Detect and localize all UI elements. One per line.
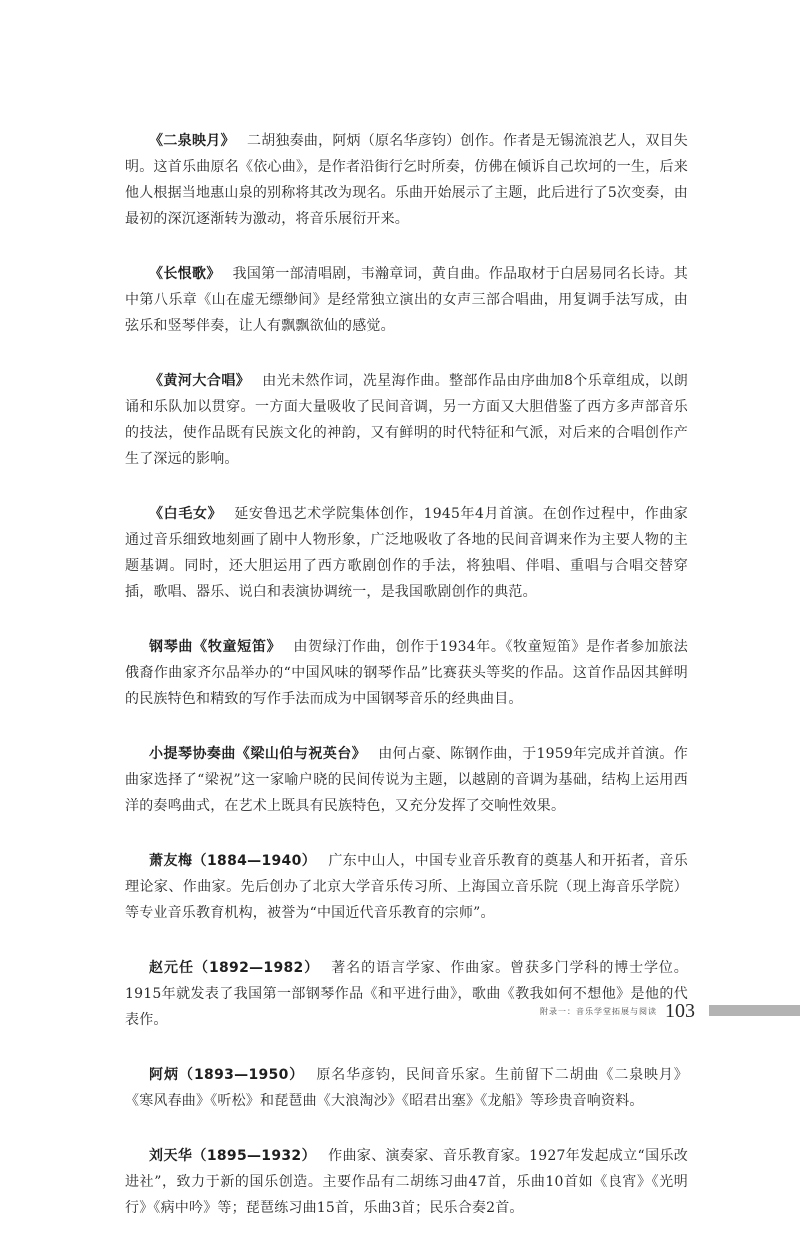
section-label: 附录一：音乐学堂拓展与阅读 <box>540 1007 657 1016</box>
entry-body: 延安鲁迅艺术学院集体创作，1945年4月首演。在创作过程中，作曲家通过音乐细致地刻画了剧中人物形象，广泛地吸收了各地的民间音调来作为主要人物的主题基调。同时，还大胆运用了西方歌剧创作的手法，将独唱、伴唱、重唱与合唱交替穿插，歌唱、器乐、说白和表演协调统一，是我国歌剧创作的典范。 <box>125 506 689 600</box>
entry-mutong-duandi <box>125 634 688 712</box>
footer-bar <box>709 1005 800 1016</box>
entry-title: 赵元任（1892—1982） <box>149 960 320 976</box>
entry-body: 我国第一部清唱剧，韦瀚章词，黄自曲。作品取材于白居易同名长诗。其中第八乐章《山在虚无缥缈间》是经常独立演出的女声三部合唱曲，用复调手法写成，由弦乐和竖琴伴奏，让人有飘飘欲仙的感觉。 <box>125 266 688 334</box>
entry-title: 钢琴曲《牧童短笛》 <box>149 639 282 655</box>
entry-abing <box>125 1062 688 1114</box>
page-number: 103 <box>665 1000 695 1022</box>
entry-title: 《白毛女》 <box>149 506 223 522</box>
page-footer <box>540 999 800 1021</box>
entry-changhenge <box>125 261 688 339</box>
entry-title: 小提琴协奏曲《梁山伯与祝英台》 <box>149 746 367 762</box>
entry-list <box>125 128 688 1250</box>
entry-body: 广东中山人，中国专业音乐教育的奠基人和开拓者，音乐理论家、作曲家。先后创办了北京大学音乐传习所、上海国立音乐院（现上海音乐学院）等专业音乐教育机构，被誉为“中国近代音乐教育的宗师”。 <box>125 853 688 921</box>
entry-body: 原名华彦钧，民间音乐家。生前留下二胡曲《二泉映月》《寒风春曲》《听松》和琵琶曲《大浪淘沙》《昭君出塞》《龙船》等珍贵音响资料。 <box>125 1067 688 1109</box>
entry-body: 由何占豪、陈钢作曲，于1959年完成并首演。作曲家选择了“梁祝”这一家喻户晓的民间传说为主题，以越剧的音调为基础，结构上运用西洋的奏鸣曲式，在艺术上既具有民族特色，又充分发挥了交响性效果。 <box>125 746 688 814</box>
entry-liu-tianhua <box>125 1143 688 1221</box>
entry-title: 阿炳（1893—1950） <box>149 1067 305 1083</box>
entry-baimaonu <box>125 501 688 605</box>
entry-zhao-yuanren <box>125 955 688 1033</box>
entry-title: 《二泉映月》 <box>149 133 235 149</box>
entry-body: 由光未然作词，冼星海作曲。整部作品由序曲加8个乐章组成，以朗诵和乐队加以贯穿。一方面大量吸收了民间音调，另一方面又大胆借鉴了西方多声部音乐的技法，使作品既有民族文化的神韵，又有鲜明的时代特征和气派，对后来的合唱创作产生了深远的影响。 <box>125 373 688 467</box>
entry-xiao-youmei <box>125 848 688 926</box>
entry-liangzhu <box>125 741 688 819</box>
entry-title: 《黄河大合唱》 <box>149 373 251 389</box>
entry-body: 二胡独奏曲，阿炳（原名华彦钧）创作。作者是无锡流浪艺人，双目失明。这首乐曲原名《依心曲》，是作者沿街行乞时所奏，仿佛在倾诉自己坎坷的一生，后来他人根据当地惠山泉的别称将其改为现名。乐曲开始展示了主题，此后进行了5次变奏，由最初的深沉逐渐转为激动，将音乐展衍开来。 <box>125 133 688 227</box>
entry-title: 萧友梅（1884—1940） <box>149 853 317 869</box>
entry-body: 由贺绿汀作曲，创作于1934年。《牧童短笛》是作者参加旅法俄裔作曲家齐尔品举办的“中国风味的钢琴作品”比赛获头等奖的作品。这首作品因其鲜明的民族特色和精致的写作手法而成为中国钢琴音乐的经典曲目。 <box>125 639 688 707</box>
entry-erquan-yingyue <box>125 128 688 232</box>
entry-body: 作曲家、演奏家、音乐教育家。1927年发起成立“国乐改进社”，致力于新的国乐创造。主要作品有二胡练习曲47首，乐曲10首如《良宵》《光明行》《病中吟》等；琵琶练习曲15首，乐曲3首；民乐合奏2首。 <box>125 1148 688 1216</box>
entry-title: 《长恨歌》 <box>149 266 221 282</box>
entry-title: 刘天华（1895—1932） <box>149 1148 317 1164</box>
entry-huanghe-dahechang <box>125 368 688 472</box>
entry-body: 著名的语言学家、作曲家。曾获多门学科的博士学位。1915年就发表了我国第一部钢琴作品《和平进行曲》，歌曲《教我如何不想他》是他的代表作。 <box>125 960 688 1028</box>
